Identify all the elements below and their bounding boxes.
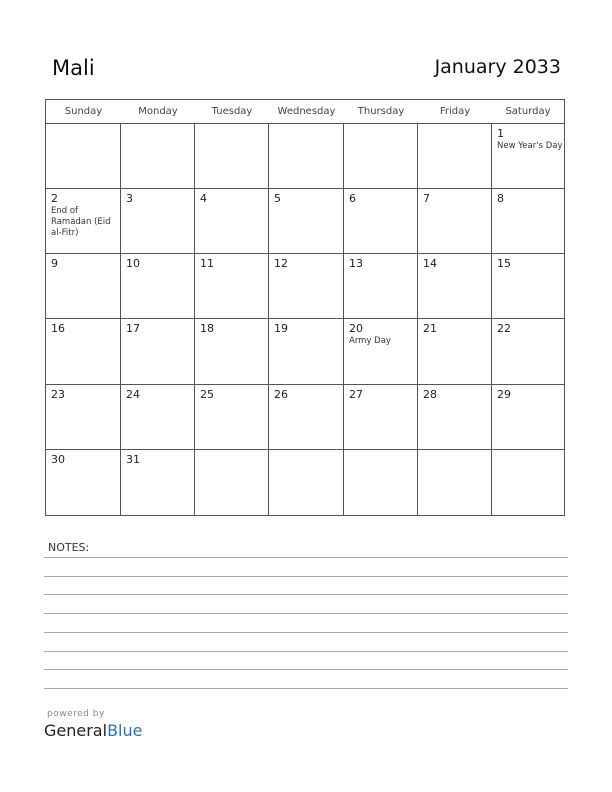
day-cell [492, 189, 564, 254]
day-number: 10 [126, 257, 140, 271]
notes-line [44, 669, 568, 670]
day-number: 8 [497, 192, 504, 206]
day-cell [418, 124, 492, 189]
day-number: 20 [349, 322, 363, 336]
day-cell [195, 124, 269, 189]
day-number: 26 [274, 387, 288, 401]
day-number: 14 [423, 257, 437, 271]
notes-line [44, 557, 568, 558]
day-number: 1 [497, 127, 504, 140]
weekday-saturday: Saturday [492, 100, 564, 124]
day-cell [121, 254, 195, 319]
day-number: 12 [274, 257, 288, 271]
notes-line [44, 651, 568, 652]
country-title: Mali [52, 56, 95, 80]
day-cell [344, 254, 418, 319]
day-number: 2 [51, 192, 58, 206]
day-cell [46, 254, 121, 319]
notes-line [44, 594, 568, 595]
day-number: 18 [200, 322, 214, 336]
day-cell [418, 450, 492, 515]
weekday-thursday: Thursday [344, 100, 418, 124]
day-cell [121, 319, 195, 384]
day-cell [492, 385, 564, 450]
holiday-label: Army Day [349, 336, 391, 347]
day-cell [269, 254, 344, 319]
day-cell [344, 450, 418, 515]
day-number: 27 [349, 387, 363, 401]
day-number: 7 [423, 192, 430, 206]
notes-line [44, 576, 568, 577]
day-number: 29 [497, 387, 511, 401]
day-number: 31 [126, 452, 140, 466]
weekday-sunday: Sunday [46, 100, 121, 124]
day-number: 4 [200, 192, 207, 206]
day-number: 21 [423, 322, 437, 336]
day-number: 23 [51, 387, 65, 401]
day-number: 25 [200, 387, 214, 401]
weekday-monday: Monday [121, 100, 195, 124]
day-cell [195, 319, 269, 384]
day-number: 17 [126, 322, 140, 336]
holiday-label: New Year's Day [497, 141, 563, 151]
day-cell [46, 385, 121, 450]
day-cell [121, 124, 195, 189]
day-cell [46, 450, 121, 515]
notes-line [44, 688, 568, 689]
notes-line [44, 613, 568, 614]
day-number: 15 [497, 257, 511, 271]
day-cell [46, 189, 121, 254]
day-cell [46, 319, 121, 384]
weekday-friday: Friday [418, 100, 492, 124]
day-number: 11 [200, 257, 214, 271]
day-cell [195, 254, 269, 319]
day-cell [269, 124, 344, 189]
day-cell [195, 385, 269, 450]
day-number: 28 [423, 387, 437, 401]
day-cell [121, 450, 195, 515]
day-cell [344, 124, 418, 189]
day-number: 3 [126, 192, 133, 206]
day-cell [418, 189, 492, 254]
day-cell [492, 450, 564, 515]
day-cell [195, 450, 269, 515]
calendar-grid [45, 99, 565, 516]
day-cell [492, 124, 564, 189]
day-number: 13 [349, 257, 363, 271]
day-cell [492, 254, 564, 319]
day-cell [46, 124, 121, 189]
day-cell [418, 385, 492, 450]
powered-by-text: powered by [47, 709, 105, 719]
day-cell [121, 189, 195, 254]
day-cell [121, 385, 195, 450]
brand-blue: Blue [107, 721, 143, 740]
day-cell [269, 319, 344, 384]
brand-logo [44, 721, 142, 740]
day-cell [269, 385, 344, 450]
day-cell [269, 450, 344, 515]
day-number: 22 [497, 322, 511, 336]
day-cell [418, 254, 492, 319]
day-number: 24 [126, 387, 140, 401]
brand-general: General [44, 721, 108, 740]
day-cell [344, 319, 418, 384]
notes-label: NOTES: [48, 541, 90, 554]
day-number: 30 [51, 452, 65, 466]
weekday-wednesday: Wednesday [269, 100, 344, 124]
weekday-tuesday: Tuesday [195, 100, 269, 124]
month-title: January 2033 [434, 56, 561, 78]
day-number: 19 [274, 322, 288, 336]
day-number: 16 [51, 322, 65, 336]
day-number: 5 [274, 192, 281, 206]
day-cell [344, 189, 418, 254]
day-cell [195, 189, 269, 254]
day-number: 9 [51, 257, 58, 271]
day-cell [269, 189, 344, 254]
day-cell [344, 385, 418, 450]
notes-line [44, 632, 568, 633]
day-cell [492, 319, 564, 384]
day-cell [418, 319, 492, 384]
holiday-label: End of Ramadan (Eid al-Fitr) [51, 206, 111, 239]
day-number: 6 [349, 192, 356, 206]
